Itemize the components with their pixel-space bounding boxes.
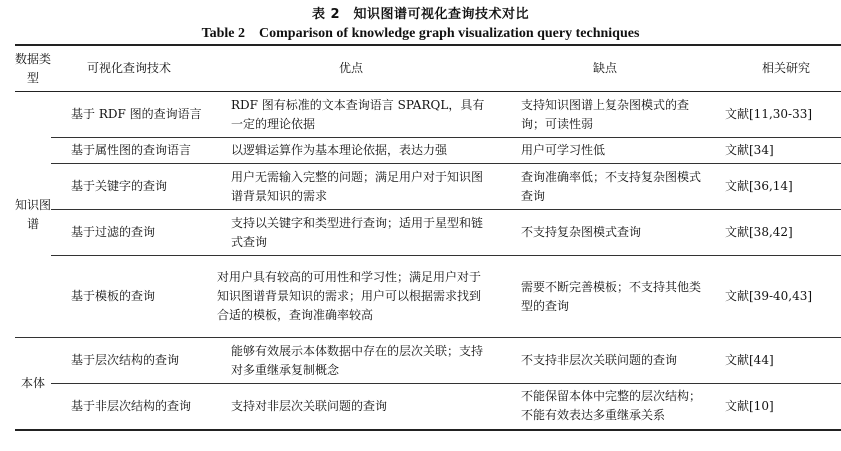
cons-cell: 不支持非层次关联问题的查询: [495, 338, 715, 384]
header-row: [15, 45, 841, 92]
header-technique: 可视化查询技术: [51, 45, 207, 92]
header-cons: 缺点: [495, 45, 715, 92]
group-label-ontology: 本体: [15, 338, 51, 430]
pros-cell: RDF 图有标准的文本查询语言 SPARQL，具有一定的理论依据: [207, 92, 495, 138]
refs-cell: 文献[44]: [715, 338, 841, 384]
pros-cell: 支持以关键字和类型进行查询；适用于星型和链式查询: [207, 210, 495, 256]
cons-cell: 不能保留本体中完整的层次结构；不能有效表达多重继承关系: [495, 384, 715, 430]
table-row: [15, 138, 841, 164]
header-refs: 相关研究: [715, 45, 841, 92]
cons-cell: 不支持复杂图模式查询: [495, 210, 715, 256]
table-row: [15, 338, 841, 384]
header-pros: 优点: [207, 45, 495, 92]
cons-cell: 用户可学习性低: [495, 138, 715, 164]
technique-cell: 基于关键字的查询: [51, 164, 207, 210]
cons-cell: 需要不断完善模板；不支持其他类型的查询: [495, 256, 715, 338]
technique-cell: 基于 RDF 图的查询语言: [51, 92, 207, 138]
technique-cell: 基于属性图的查询语言: [51, 138, 207, 164]
table-row: [15, 210, 841, 256]
technique-cell: 基于过滤的查询: [51, 210, 207, 256]
table-row: [15, 92, 841, 138]
cons-cell: 查询准确率低；不支持复杂图模式查询: [495, 164, 715, 210]
pros-cell: 对用户具有较高的可用性和学习性；满足用户对于知识图谱背景知识的需求；用户可以根据需求找到合适的模板，查询准确率较高: [207, 256, 495, 338]
group-label-kg: 知识图谱: [15, 92, 51, 338]
table-row: [15, 384, 841, 430]
header-type: 数据类型: [15, 45, 51, 92]
comparison-table: [15, 44, 841, 431]
refs-cell: 文献[11,30-33]: [715, 92, 841, 138]
caption-chinese: 表 2 知识图谱可视化查询技术对比: [311, 7, 530, 22]
table-row: [15, 164, 841, 210]
technique-cell: 基于非层次结构的查询: [51, 384, 207, 430]
refs-cell: 文献[39-40,43]: [715, 256, 841, 338]
pros-cell: 以逻辑运算作为基本理论依据，表达力强: [207, 138, 495, 164]
refs-cell: 文献[38,42]: [715, 210, 841, 256]
technique-cell: 基于模板的查询: [51, 256, 207, 338]
cons-cell: 支持知识图谱上复杂图模式的查询；可读性弱: [495, 92, 715, 138]
refs-cell: 文献[36,14]: [715, 164, 841, 210]
pros-cell: 用户无需输入完整的问题；满足用户对于知识图谱背景知识的需求: [207, 164, 495, 210]
pros-cell: 能够有效展示本体数据中存在的层次关联；支持对多重继承复制概念: [207, 338, 495, 384]
pros-cell: 支持对非层次关联问题的查询: [207, 384, 495, 430]
refs-cell: 文献[34]: [715, 138, 841, 164]
table-row: [15, 256, 841, 338]
refs-cell: 文献[10]: [715, 384, 841, 430]
technique-cell: 基于层次结构的查询: [51, 338, 207, 384]
caption-english: Table 2 Comparison of knowledge graph visualization query techniques: [201, 26, 640, 41]
